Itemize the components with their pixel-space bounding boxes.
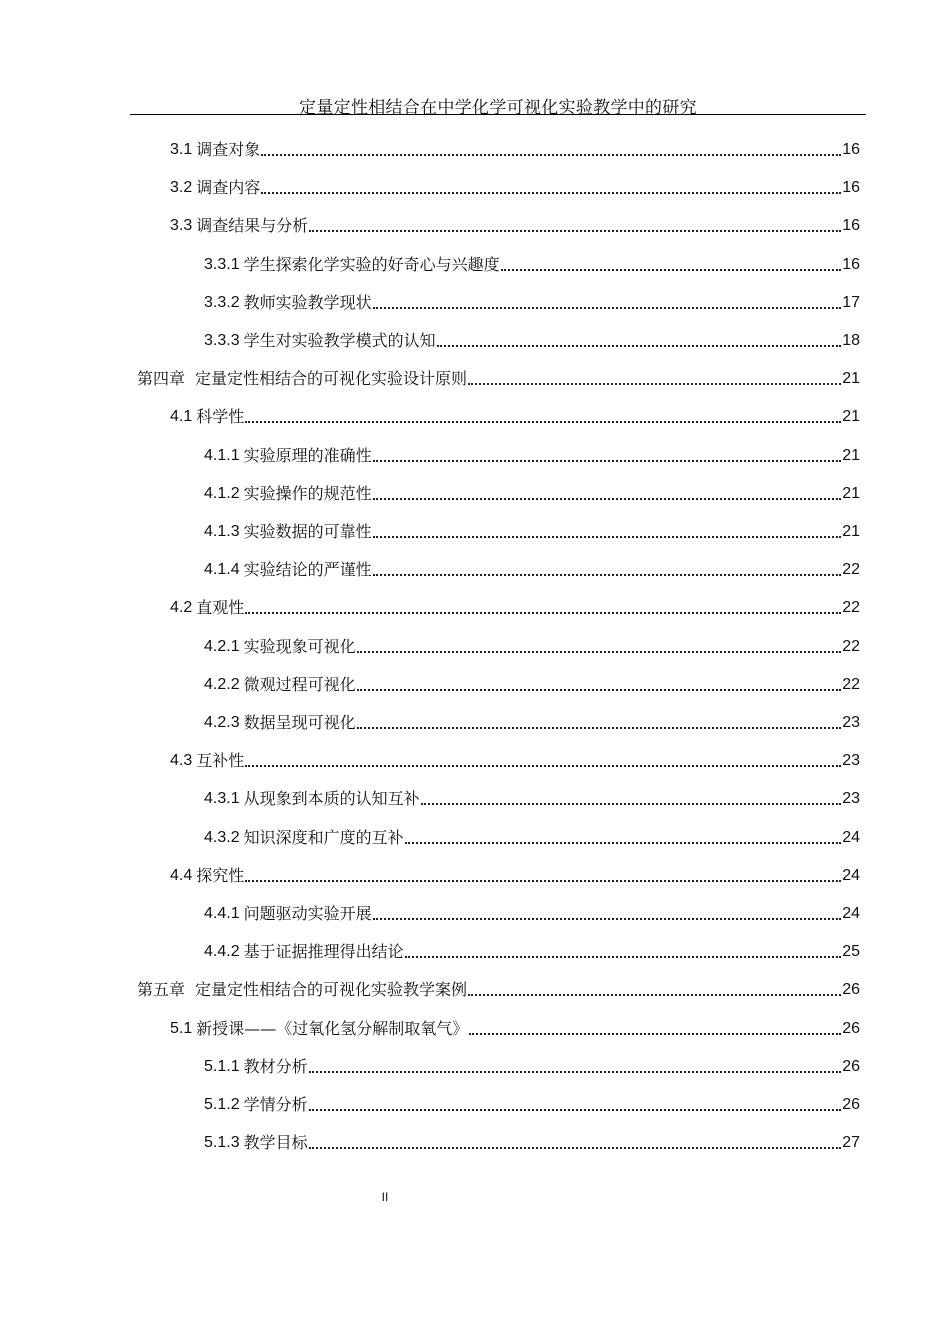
toc-entry-page: 26 (842, 1020, 860, 1037)
toc-dot-leader (373, 536, 842, 538)
toc-dot-leader (437, 345, 842, 347)
toc-entry[interactable] (170, 406, 860, 428)
toc-entry-number: 4.3 (170, 752, 193, 769)
toc-entry-page: 27 (842, 1134, 860, 1151)
toc-dot-leader (373, 307, 842, 309)
toc-entry-page: 21 (842, 485, 860, 502)
toc-entry[interactable] (204, 712, 860, 734)
toc-entry-title: 实验结论的严谨性 (243, 560, 372, 579)
toc-entry[interactable] (170, 177, 860, 199)
toc-entry[interactable] (170, 865, 860, 887)
toc-entry-number: 4.1.3 (204, 523, 240, 540)
toc-entry[interactable] (204, 483, 860, 505)
toc-entry-title: 问题驱动实验开展 (243, 904, 372, 923)
toc-entry-page: 18 (842, 332, 860, 349)
toc-dot-leader (245, 612, 841, 614)
toc-entry-number: 4.4 (170, 867, 193, 884)
toc-entry-title: 探究性 (196, 866, 245, 885)
toc-entry[interactable] (204, 254, 860, 276)
toc-entry[interactable] (204, 292, 860, 314)
toc-entry-page: 23 (842, 790, 860, 807)
toc-dot-leader (405, 956, 842, 958)
toc-entry-page: 24 (842, 905, 860, 922)
toc-entry[interactable] (204, 674, 860, 696)
toc-entry-page: 24 (842, 867, 860, 884)
toc-dot-leader (373, 460, 842, 462)
toc-dot-leader (245, 421, 841, 423)
toc-entry[interactable] (204, 903, 860, 925)
toc-entry-page: 22 (842, 638, 860, 655)
toc-entry[interactable] (204, 445, 860, 467)
toc-dot-leader (309, 230, 841, 232)
toc-entry-title: 学生对实验教学模式的认知 (243, 331, 436, 350)
toc-entry[interactable] (137, 368, 860, 390)
toc-entry-page: 22 (842, 676, 860, 693)
toc-entry-number: 3.3.2 (204, 294, 240, 311)
toc-entry-number: 第四章 (137, 369, 186, 388)
toc-entry-title: 从现象到本质的认知互补 (243, 789, 420, 808)
toc-dot-leader (245, 880, 841, 882)
toc-dot-leader (245, 765, 841, 767)
toc-entry-number: 3.3.3 (204, 332, 240, 349)
running-header: 定量定性相结合在中学化学可视化实验教学中的研究 (299, 98, 697, 118)
toc-entry-number: 5.1.1 (204, 1058, 240, 1075)
toc-entry[interactable] (204, 1094, 860, 1116)
toc-entry[interactable] (204, 636, 860, 658)
toc-entry[interactable] (204, 521, 860, 543)
toc-entry-number: 3.3.1 (204, 256, 240, 273)
toc-entry[interactable] (204, 330, 860, 352)
toc-dot-leader (373, 918, 842, 920)
toc-entry-page: 21 (842, 370, 860, 387)
toc-entry[interactable] (170, 750, 860, 772)
toc-dot-leader (373, 574, 842, 576)
toc-dot-leader (357, 727, 842, 729)
toc-entry-title: 教材分析 (243, 1057, 308, 1076)
toc-entry-page: 16 (842, 256, 860, 273)
toc-dot-leader (261, 154, 841, 156)
toc-entry-number: 5.1.2 (204, 1096, 240, 1113)
toc-entry[interactable] (204, 1056, 860, 1078)
toc-entry-number: 5.1.3 (204, 1134, 240, 1151)
toc-entry-number: 4.4.1 (204, 905, 240, 922)
toc-entry-number: 4.3.2 (204, 829, 240, 846)
toc-entry-title: 实验原理的准确性 (243, 446, 372, 465)
toc-entry-title: 调查对象 (196, 140, 261, 159)
toc-entry-number: 4.2.2 (204, 676, 240, 693)
toc-entry-title: 数据呈现可视化 (243, 713, 356, 732)
toc-entry[interactable] (170, 215, 860, 237)
toc-entry[interactable] (204, 827, 860, 849)
toc-dot-leader (469, 1033, 841, 1035)
toc-entry-page: 22 (842, 561, 860, 578)
toc-dot-leader (421, 803, 842, 805)
toc-entry-number: 4.1 (170, 408, 193, 425)
toc-entry-title: 定量定性相结合的可视化实验设计原则 (195, 369, 468, 388)
toc-entry-number: 4.2.3 (204, 714, 240, 731)
page-number: II (381, 1190, 389, 1204)
toc-entry[interactable] (170, 139, 860, 161)
toc-entry-page: 26 (842, 1096, 860, 1113)
toc-entry-page: 23 (842, 714, 860, 731)
toc-entry-page: 16 (842, 141, 860, 158)
toc-entry-title: 学情分析 (243, 1095, 308, 1114)
toc-entry-title: 知识深度和广度的互补 (243, 828, 404, 847)
toc-entry-title: 定量定性相结合的可视化实验教学案例 (195, 980, 468, 999)
toc-entry-page: 22 (842, 599, 860, 616)
toc-entry-number: 4.4.2 (204, 943, 240, 960)
toc-entry-title: 实验现象可视化 (243, 637, 356, 656)
toc-entry-title: 教师实验教学现状 (243, 293, 372, 312)
toc-entry-title: 调查内容 (196, 178, 261, 197)
toc-entry[interactable] (137, 979, 860, 1001)
toc-entry[interactable] (204, 788, 860, 810)
toc-entry-number: 4.2.1 (204, 638, 240, 655)
toc-dot-leader (261, 192, 841, 194)
toc-entry-title: 互补性 (196, 751, 245, 770)
toc-entry-number: 3.3 (170, 217, 193, 234)
toc-entry[interactable] (204, 1132, 860, 1154)
toc-dot-leader (309, 1109, 842, 1111)
toc-entry-page: 24 (842, 829, 860, 846)
toc-entry-page: 26 (842, 981, 860, 998)
header-rule (130, 114, 866, 115)
toc-entry-number: 3.2 (170, 179, 193, 196)
toc-dot-leader (373, 498, 842, 500)
toc-entry-number: 4.1.2 (204, 485, 240, 502)
toc-entry-title: 微观过程可视化 (243, 675, 356, 694)
toc-entry-title: 实验数据的可靠性 (243, 522, 372, 541)
toc-entry-number: 4.3.1 (204, 790, 240, 807)
toc-entry-page: 21 (842, 523, 860, 540)
toc-entry-page: 16 (842, 217, 860, 234)
toc-entry[interactable] (170, 1018, 860, 1040)
toc-entry-title: 教学目标 (243, 1133, 308, 1152)
toc-entry-page: 23 (842, 752, 860, 769)
toc-dot-leader (501, 269, 842, 271)
toc-entry-title: 新授课——《过氧化氢分解制取氧气》 (196, 1019, 469, 1038)
toc-dot-leader (309, 1147, 842, 1149)
toc-entry-title: 调查结果与分析 (196, 216, 309, 235)
toc-entry-page: 17 (842, 294, 860, 311)
toc-entry-title: 基于证据推理得出结论 (243, 942, 404, 961)
toc-dot-leader (405, 842, 842, 844)
toc-entry-number: 4.2 (170, 599, 193, 616)
toc-entry-number: 5.1 (170, 1020, 193, 1037)
toc-entry[interactable] (204, 559, 860, 581)
toc-dot-leader (309, 1071, 842, 1073)
toc-dot-leader (468, 994, 841, 996)
toc-dot-leader (357, 651, 842, 653)
toc-entry-page: 25 (842, 943, 860, 960)
toc-entry-number: 4.1.4 (204, 561, 240, 578)
toc-entry[interactable] (170, 597, 860, 619)
toc-entry-page: 21 (842, 408, 860, 425)
toc-entry-page: 26 (842, 1058, 860, 1075)
toc-entry-number: 3.1 (170, 141, 193, 158)
toc-dot-leader (468, 383, 841, 385)
toc-entry-title: 实验操作的规范性 (243, 484, 372, 503)
toc-entry-number: 4.1.1 (204, 447, 240, 464)
toc-dot-leader (357, 689, 842, 691)
toc-entry-title: 科学性 (196, 407, 245, 426)
toc-entry-title: 学生探索化学实验的好奇心与兴趣度 (243, 255, 500, 274)
toc-entry-page: 21 (842, 447, 860, 464)
toc-entry-title: 直观性 (196, 598, 245, 617)
toc-entry[interactable] (204, 941, 860, 963)
toc-entry-page: 16 (842, 179, 860, 196)
toc-entry-number: 第五章 (137, 980, 186, 999)
